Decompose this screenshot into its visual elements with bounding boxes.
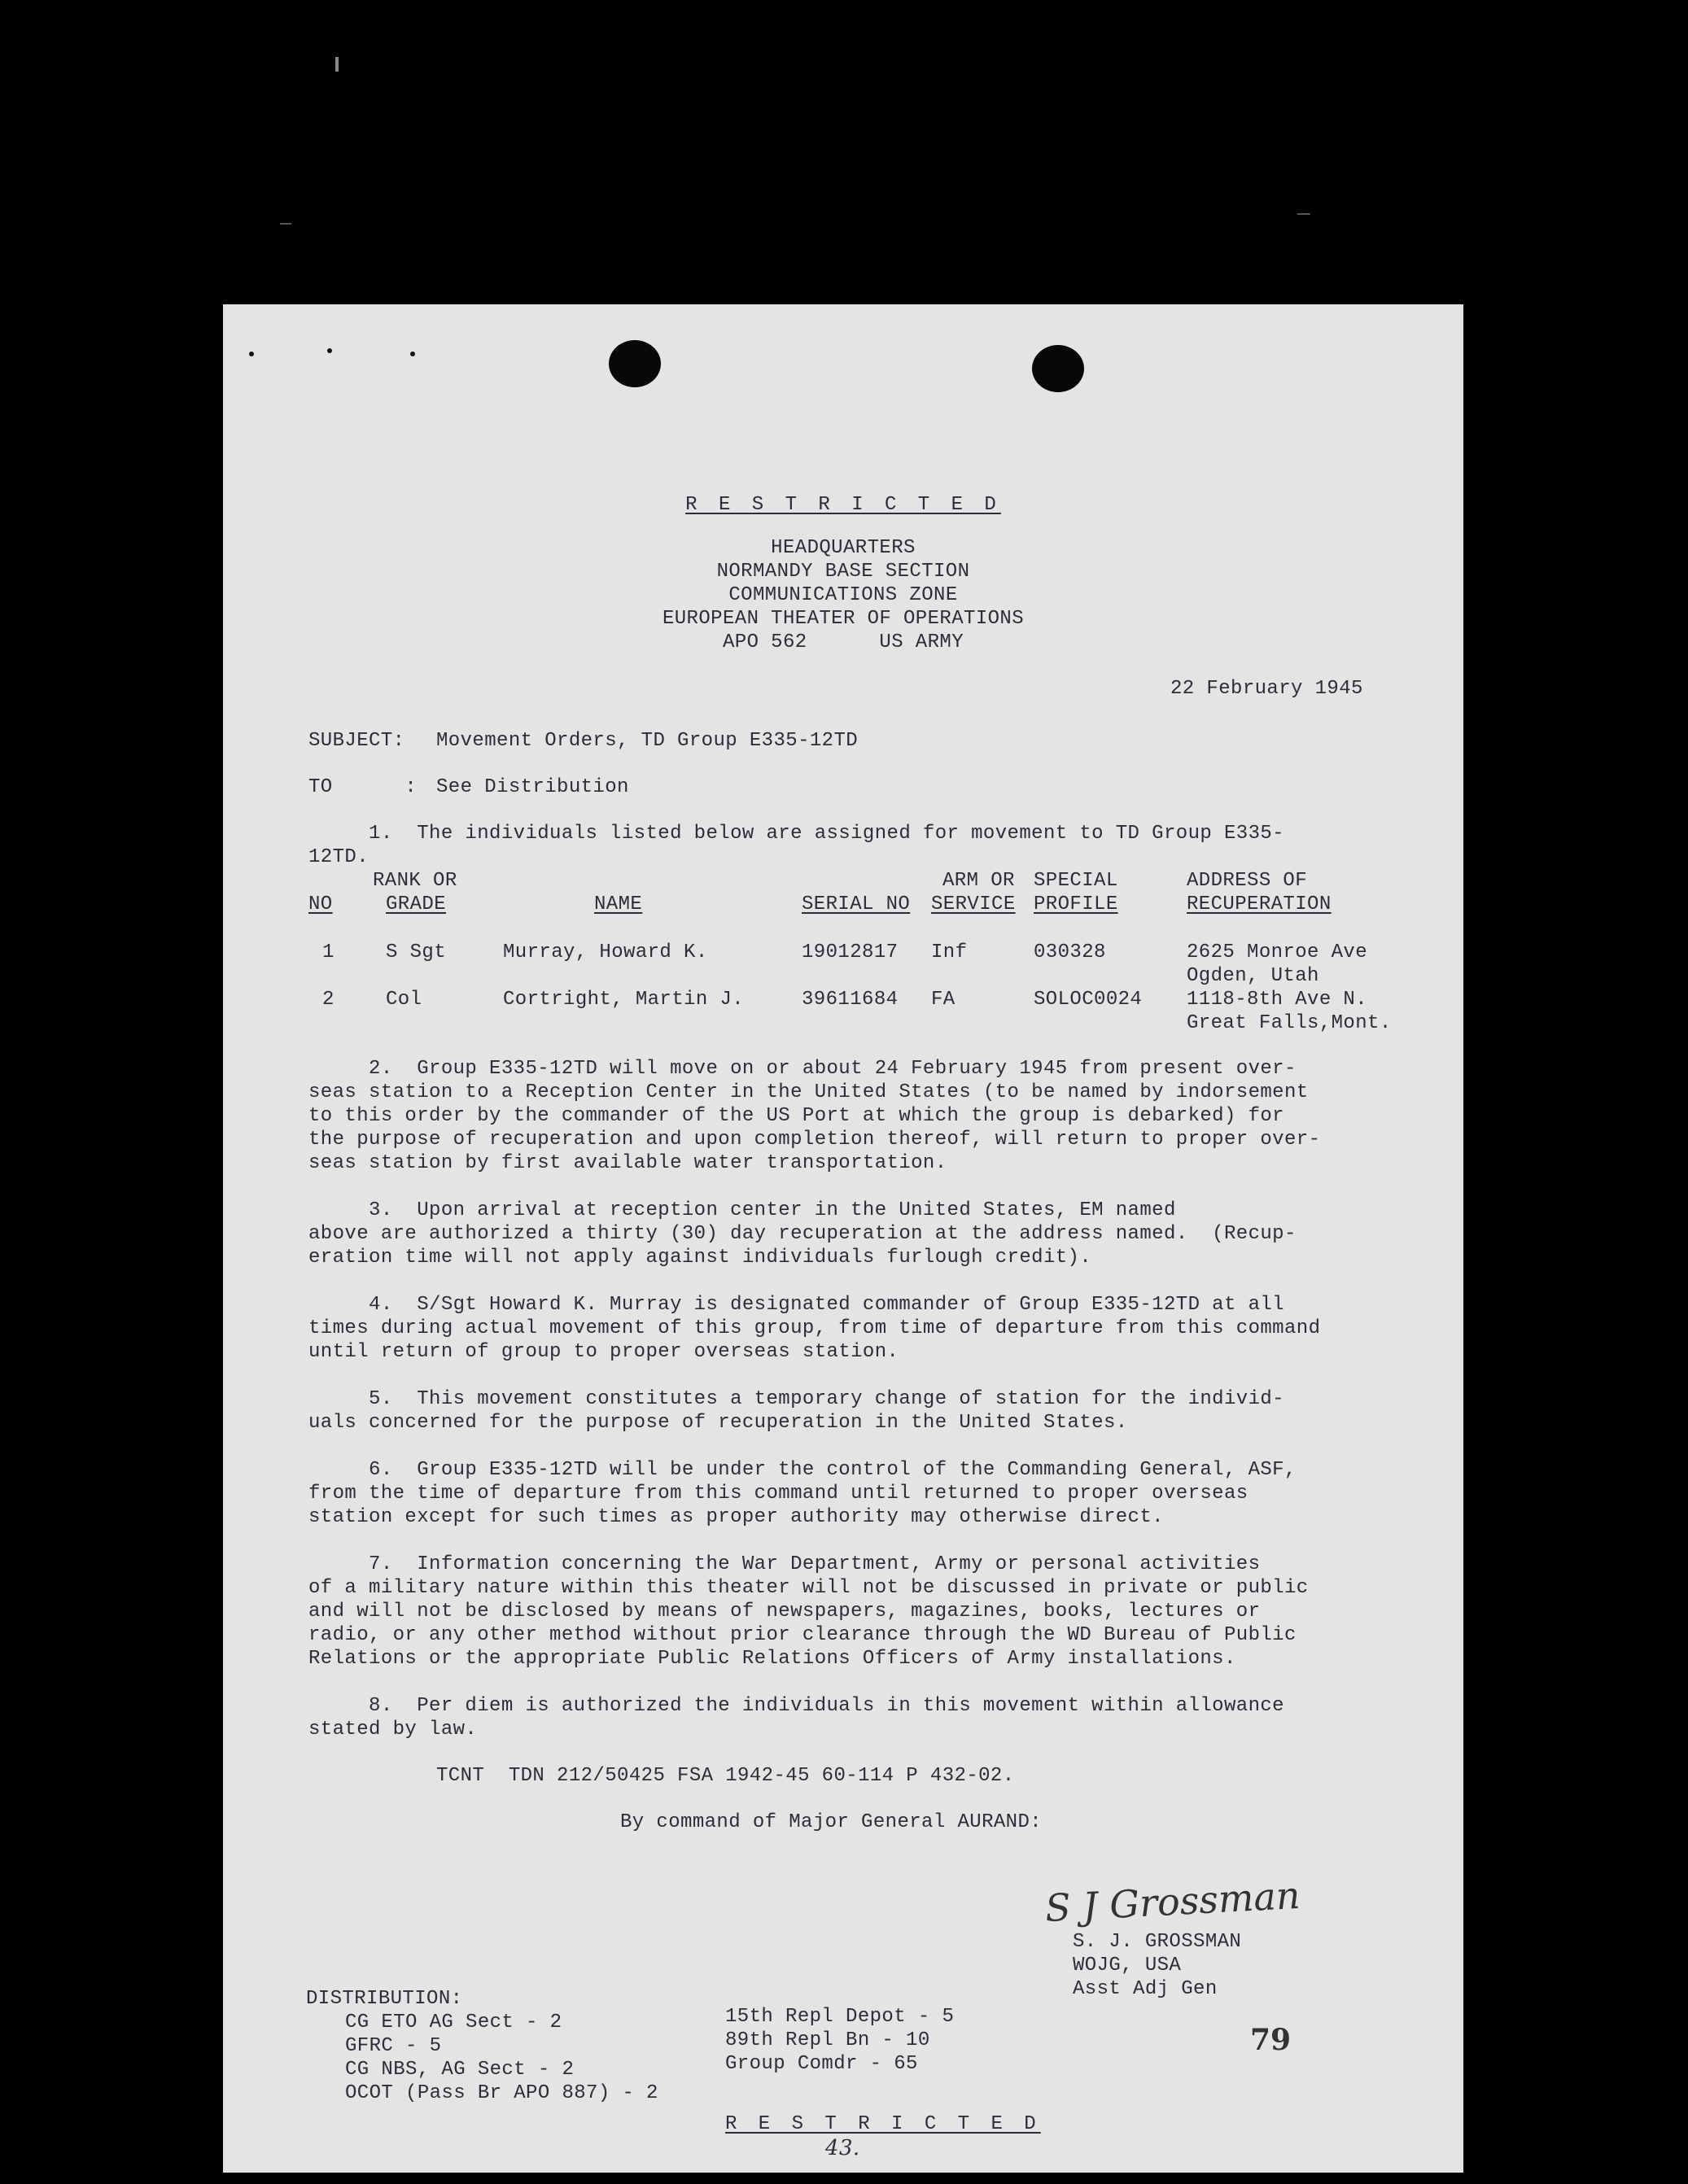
command-line: By command of Major General AURAND:: [620, 1811, 1043, 1833]
col-header-special: SPECIAL: [1034, 870, 1118, 892]
table-cell-address: 2625 Monroe Ave: [1187, 941, 1368, 963]
distribution-item: CG ETO AG Sect - 2: [345, 2011, 562, 2033]
handwritten-mark: 43.: [825, 2136, 860, 2160]
paragraph-3: 3. Upon arrival at reception center in the United States, EM named above are authorized a thirty (30) day recuperation at the address named. (Recup- eration time will not apply against individuals furlough credit).: [308, 1199, 1297, 1269]
subject-text: Movement Orders, TD Group E335-12TD: [436, 730, 859, 752]
speck: [327, 348, 332, 353]
paragraph-7: 7. Information concerning the War Department, Army or personal activities of a military nature within this theater will not be discussed in private or public and will not be disclosed by means of newspapers, magazines, books, lectures or radio, or any other method without prior clearance through the WD Bureau of Public Relations or the appropriate Public Relations Officers of Army installations.: [308, 1553, 1309, 1670]
table-cell-address: Great Falls,Mont.: [1187, 1012, 1392, 1034]
org-line: HEADQUARTERS: [771, 537, 916, 559]
speck: [1297, 213, 1310, 215]
subject-label: SUBJECT:: [308, 730, 405, 752]
paragraph-1: 1. The individuals listed below are assigned for movement to TD Group E335- 12TD.: [308, 823, 1284, 868]
col-header-recuperation: RECUPERATION: [1187, 893, 1332, 915]
distribution-item: GFRC - 5: [345, 2035, 442, 2057]
punch-hole: [609, 340, 661, 387]
speck: [249, 352, 254, 356]
table-cell-name: Murray, Howard K.: [503, 941, 708, 963]
paragraph-4: 4. S/Sgt Howard K. Murray is designated commander of Group E335-12TD at all times during actual movement of this group, from time of departure from this command until return of group to proper overseas station.: [308, 1294, 1321, 1363]
table-cell-address: Ogden, Utah: [1187, 965, 1319, 987]
paragraph-8: 8. Per diem is authorized the individuals in this movement within allowance stated by law.: [308, 1695, 1284, 1741]
table-cell-address: 1118-8th Ave N.: [1187, 989, 1368, 1011]
org-line: APO 562 US ARMY: [722, 631, 964, 653]
org-line: COMMUNICATIONS ZONE: [728, 584, 958, 606]
table-cell-profile: 030328: [1034, 941, 1106, 963]
col-header-arm: ARM OR: [942, 870, 1015, 892]
document-date: 22 February 1945: [1170, 678, 1363, 700]
table-cell-serial: 19012817: [802, 941, 899, 963]
col-header-rank: RANK OR: [373, 870, 457, 892]
distribution-item: Group Comdr - 65: [725, 2053, 918, 2075]
table-cell-name: Cortright, Martin J.: [503, 989, 745, 1011]
table-cell-grade: Col: [386, 989, 422, 1011]
punch-hole: [1032, 345, 1084, 392]
col-header-profile: PROFILE: [1034, 893, 1118, 915]
signature: S J Grossman: [1043, 1872, 1301, 1931]
table-cell-profile: SOLOC0024: [1034, 989, 1143, 1011]
classification-header: R E S T R I C T E D: [685, 494, 1001, 516]
signer-rank: WOJG, USA: [1073, 1955, 1182, 1977]
table-cell-service: Inf: [931, 941, 968, 963]
fund-citation: TCNT TDN 212/50425 FSA 1942-45 60-114 P 432-02.: [436, 1765, 1015, 1787]
paragraph-5: 5. This movement constitutes a temporary change of station for the individ- uals concerned for the purpose of recuperation in the United States.: [308, 1388, 1284, 1434]
distribution-item: CG NBS, AG Sect - 2: [345, 2059, 575, 2081]
col-header-name: NAME: [594, 893, 643, 915]
org-line: NORMANDY BASE SECTION: [716, 561, 970, 583]
paragraph-2: 2. Group E335-12TD will move on or about 24 February 1945 from present over- seas station to a Reception Center in the United States (to be named by indorsement to this order by the commander of the US Port at which the group is debarked) for the purpose of recuperation and upon completion thereof, will return to proper over- seas station by first available water transportation.: [308, 1058, 1321, 1174]
distribution-label: DISTRIBUTION:: [306, 1988, 463, 2010]
table-cell-no: 1: [322, 941, 335, 963]
table-cell-grade: S Sgt: [386, 941, 447, 963]
to-label: TO :: [308, 776, 418, 798]
col-header-no: NO: [308, 893, 333, 915]
paragraph-6: 6. Group E335-12TD will be under the control of the Commanding General, ASF, from the time of departure from this command until returned to proper overseas station except for such times as proper authority may otherwise direct.: [308, 1459, 1297, 1528]
to-text: See Distribution: [436, 776, 629, 798]
distribution-item: 89th Repl Bn - 10: [725, 2029, 930, 2051]
signer-name: S. J. GROSSMAN: [1073, 1931, 1242, 1953]
col-header-address: ADDRESS OF: [1187, 870, 1308, 892]
table-cell-service: FA: [931, 989, 956, 1011]
signer-title: Asst Adj Gen: [1073, 1978, 1218, 2000]
speck: [280, 223, 291, 225]
distribution-item: 15th Repl Depot - 5: [725, 2006, 955, 2028]
col-header-grade: GRADE: [386, 893, 447, 915]
page-number: 79: [1250, 2023, 1292, 2057]
speck: [410, 352, 415, 356]
col-header-serial: SERIAL NO: [802, 893, 911, 915]
speck: [335, 57, 339, 72]
org-line: EUROPEAN THEATER OF OPERATIONS: [662, 608, 1025, 630]
table-cell-serial: 39611684: [802, 989, 899, 1011]
distribution-item: OCOT (Pass Br APO 887) - 2: [345, 2082, 658, 2104]
document-page: [223, 304, 1463, 2173]
table-cell-no: 2: [322, 989, 335, 1011]
classification-footer: R E S T R I C T E D: [725, 2113, 1041, 2135]
col-header-service: SERVICE: [931, 893, 1016, 915]
